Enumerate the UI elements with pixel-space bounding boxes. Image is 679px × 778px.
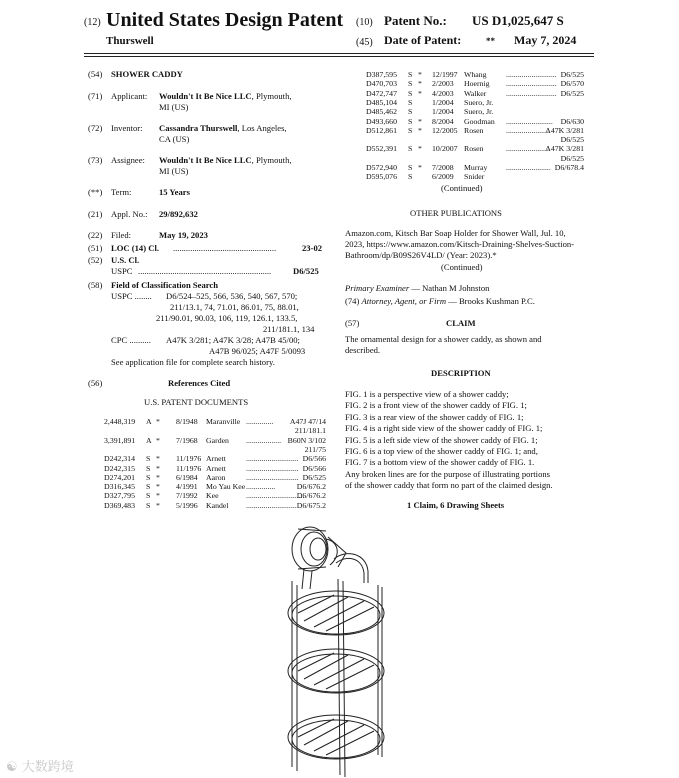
ref-cited-by-examiner: * bbox=[418, 163, 422, 172]
ref-date: 1/2004 bbox=[432, 107, 454, 117]
assignee-value: Wouldn't It Be Nice LLC, Plymouth, bbox=[159, 155, 292, 165]
claims-sheets-summary: 1 Claim, 6 Drawing Sheets bbox=[407, 500, 505, 510]
ref-name: Suero, Jr. bbox=[464, 97, 494, 107]
inventor-short: Thurswell bbox=[106, 35, 154, 47]
claim-code: (57) bbox=[345, 318, 360, 328]
continued-label-2: (Continued) bbox=[441, 262, 483, 272]
search-cpc-line: A47K 3/281; A47K 3/28; A47B 45/00; bbox=[166, 335, 300, 345]
ref-name: Murray bbox=[464, 163, 488, 172]
ref-kind: S bbox=[146, 454, 151, 464]
description-heading: DESCRIPTION bbox=[431, 368, 491, 378]
ref-class: D6/675.2 bbox=[296, 500, 326, 510]
attorney-line: (74) Attorney, Agent, or Firm — Brooks Kushman P.C. bbox=[345, 296, 535, 306]
inventor-label: Inventor: bbox=[111, 123, 143, 133]
ref-leader-dots: .............. bbox=[246, 417, 274, 426]
ref-kind: S bbox=[408, 97, 413, 107]
applicant-value: Wouldn't It Be Nice LLC, Plymouth, bbox=[159, 91, 292, 101]
field-52-code: (52) bbox=[88, 255, 103, 265]
ref-number: D387,595 bbox=[366, 70, 397, 79]
description-line: FIG. 3 is a rear view of the shower caddy of FIG. 1; bbox=[345, 411, 524, 422]
ref-name: Arnett bbox=[206, 463, 226, 473]
loc-dots: ................................................ bbox=[173, 243, 277, 253]
ref-kind: A bbox=[146, 417, 152, 426]
search-uspc-line: 211/181.1, 134 bbox=[263, 324, 315, 334]
ref-cited-by-examiner: * bbox=[156, 491, 160, 501]
search-cpc-label: CPC .......... bbox=[111, 335, 151, 345]
ref-number: D595,076 bbox=[366, 172, 397, 182]
ref-leader-dots: .......................... bbox=[506, 79, 557, 89]
ref-number: D472,747 bbox=[366, 88, 397, 98]
ref-cited-by-examiner: * bbox=[418, 116, 422, 126]
shelf-ring bbox=[288, 591, 384, 635]
uspc-dots: .............................................................. bbox=[138, 266, 272, 276]
description-line: FIG. 4 is a right side view of the shower caddy of FIG. 1; bbox=[345, 423, 543, 434]
ref-kind: S bbox=[146, 500, 151, 510]
ref-name: Suero, Jr. bbox=[464, 107, 494, 117]
ref-number: D470,703 bbox=[366, 79, 397, 89]
ref-cited-by-examiner: * bbox=[156, 472, 160, 482]
ref-name: Mo Yau Kee bbox=[206, 482, 246, 492]
other-pub-line: Bathroom/dp/B09S26V4LD/ (Year: 2023).* bbox=[345, 250, 497, 260]
patent-date: May 7, 2024 bbox=[514, 33, 577, 47]
ref-date: 1/2004 bbox=[432, 97, 454, 107]
ref-name: Kee bbox=[206, 491, 219, 501]
ref-date: 7/2008 bbox=[432, 163, 454, 172]
ref-leader-dots: .............................. bbox=[246, 491, 305, 501]
loc-value: 23-02 bbox=[302, 243, 323, 253]
ref-leader-dots: ........................ bbox=[506, 116, 553, 126]
description-line: of the shower caddy that form no part of the claimed design. bbox=[345, 480, 553, 491]
term-value: 15 Years bbox=[159, 187, 190, 197]
ref-kind: S bbox=[408, 79, 413, 89]
header-rule bbox=[84, 53, 594, 54]
description-line: FIG. 6 is a top view of the shower caddy of FIG. 1; and, bbox=[345, 446, 538, 456]
ref-cited-by-examiner: * bbox=[418, 144, 422, 154]
ref-class: D6/678.4 bbox=[554, 163, 584, 172]
field-72-code: (72) bbox=[88, 123, 103, 133]
ref-class: D6/630 bbox=[560, 116, 584, 126]
ref-number: D552,391 bbox=[366, 144, 397, 154]
term-label: Term: bbox=[111, 187, 132, 197]
field-term-code: (**) bbox=[88, 187, 103, 197]
search-uspc-line: D6/524–525, 566, 536, 540, 567, 570; bbox=[166, 291, 298, 301]
header-rule-2 bbox=[84, 56, 594, 57]
ref-class: A47J 47/14 bbox=[289, 417, 326, 426]
ref-kind: S bbox=[408, 88, 413, 98]
ref-number: D485,104 bbox=[366, 97, 397, 107]
ref-number: D274,201 bbox=[104, 472, 135, 482]
ref-name: Garden bbox=[206, 435, 229, 445]
ref-number: D242,314 bbox=[104, 454, 135, 464]
field-54-code: (54) bbox=[88, 69, 103, 79]
document-title: United States Design Patent bbox=[106, 9, 344, 31]
ref-leader-dots: ........................... bbox=[246, 463, 299, 473]
filed-label: Filed: bbox=[111, 230, 132, 240]
ref-date: 12/2005 bbox=[432, 125, 458, 135]
claim-text-line: The ornamental design for a shower caddy, as shown and bbox=[345, 334, 542, 344]
ref-kind: S bbox=[408, 144, 413, 154]
search-uspc-label: USPC ........ bbox=[111, 291, 152, 301]
ref-cited-by-examiner: * bbox=[156, 463, 160, 473]
examiner-line: Primary Examiner — Nathan M Johnston bbox=[345, 283, 490, 293]
ref-date: 8/1948 bbox=[176, 417, 198, 426]
ref-date: 2/2003 bbox=[432, 79, 454, 89]
description-line: FIG. 7 is a bottom view of the shower caddy of FIG. 1. bbox=[345, 457, 535, 468]
patent-no-label: Patent No.: bbox=[384, 13, 447, 28]
ref-leader-dots: ...................... bbox=[506, 125, 549, 135]
ref-kind: S bbox=[408, 70, 413, 79]
ref-cited-by-examiner: * bbox=[156, 500, 160, 510]
ref-name: Aaron bbox=[206, 472, 226, 482]
assignee-label: Assignee: bbox=[111, 155, 145, 165]
ref-class: D6/566 bbox=[302, 454, 326, 464]
description-line: Any broken lines are for the purpose of illustrating portions bbox=[345, 468, 551, 479]
field-51-code: (51) bbox=[88, 243, 103, 253]
search-history-note: See application file for complete search history. bbox=[111, 357, 275, 367]
ref-kind: S bbox=[146, 472, 151, 482]
ref-date: 6/1984 bbox=[176, 472, 198, 482]
references-heading: References Cited bbox=[168, 378, 231, 388]
ref-date: 11/1976 bbox=[176, 463, 202, 473]
ref-cited-by-examiner: * bbox=[156, 435, 160, 445]
ref-date: 6/2009 bbox=[432, 172, 454, 182]
field-22-code: (22) bbox=[88, 230, 103, 240]
description-line: FIG. 5 is a left side view of the shower caddy of FIG. 1; bbox=[345, 434, 538, 445]
ref-number: D512,861 bbox=[366, 125, 397, 135]
loc-label: LOC (14) Cl. bbox=[111, 243, 159, 253]
applicant-label: Applicant: bbox=[111, 91, 148, 101]
ref-class-secondary: 211/181.1 bbox=[294, 426, 326, 436]
ref-date: 8/2004 bbox=[432, 116, 454, 126]
ref-leader-dots: ....................... bbox=[506, 163, 551, 172]
ref-name: Arnett bbox=[206, 454, 226, 464]
ref-kind: S bbox=[146, 463, 151, 473]
search-cpc-line: A47B 96/025; A47F 5/0093 bbox=[209, 346, 306, 356]
search-uspc-line: 211/90.01, 90.03, 106, 119, 126.1, 133.5, bbox=[156, 313, 298, 323]
ref-name: Hoernig bbox=[464, 79, 490, 89]
ref-name: Maranville bbox=[206, 417, 241, 426]
ref-date: 4/1991 bbox=[176, 482, 198, 492]
code-45: (45) bbox=[356, 37, 373, 48]
code-10: (10) bbox=[356, 17, 373, 28]
ref-name: Walker bbox=[464, 88, 487, 98]
ref-kind: S bbox=[408, 107, 413, 117]
ref-class: D6/525 bbox=[560, 70, 584, 79]
ref-name: Rosen bbox=[464, 144, 484, 154]
ref-date: 11/1976 bbox=[176, 454, 202, 464]
ref-class-secondary: D6/525 bbox=[560, 153, 584, 163]
other-publications-heading: OTHER PUBLICATIONS bbox=[410, 208, 502, 218]
ref-name: Goodman bbox=[464, 116, 495, 126]
field-56-code: (56) bbox=[88, 378, 103, 388]
ref-cited-by-examiner: * bbox=[156, 454, 160, 464]
us-cl-label: U.S. Cl. bbox=[111, 255, 140, 265]
field-58-code: (58) bbox=[88, 280, 103, 290]
ref-leader-dots: .................. bbox=[246, 435, 282, 445]
shelf-ring bbox=[288, 715, 384, 759]
date-stars: ** bbox=[486, 36, 495, 46]
ref-leader-dots: ........................... bbox=[246, 472, 299, 482]
patent-number: US D1,025,647 S bbox=[472, 13, 564, 28]
ref-class: A47K 3/281 bbox=[545, 125, 584, 135]
description-line: FIG. 2 is a front view of the shower caddy of FIG. 1; bbox=[345, 400, 527, 411]
ref-number: D242,315 bbox=[104, 463, 135, 473]
ref-number: D369,483 bbox=[104, 500, 135, 510]
ref-date: 10/2007 bbox=[432, 144, 458, 154]
ref-number: D485,462 bbox=[366, 107, 397, 117]
search-field-label: Field of Classification Search bbox=[111, 280, 219, 290]
ref-cited-by-examiner: * bbox=[156, 417, 160, 426]
ref-leader-dots: ............... bbox=[246, 482, 276, 492]
ref-name: Whang bbox=[464, 70, 487, 79]
ref-name: Kandel bbox=[206, 500, 229, 510]
inventor-value: Cassandra Thurswell, Los Angeles, bbox=[159, 123, 287, 133]
ref-number: 3,391,891 bbox=[104, 435, 136, 445]
ref-leader-dots: .......................... bbox=[506, 88, 557, 98]
ref-cited-by-examiner: * bbox=[418, 125, 422, 135]
assignee-location: MI (US) bbox=[159, 166, 189, 176]
ref-kind: S bbox=[408, 116, 413, 126]
us-docs-heading: U.S. PATENT DOCUMENTS bbox=[144, 397, 249, 407]
ref-class: A47K 3/281 bbox=[545, 144, 584, 154]
date-label: Date of Patent: bbox=[384, 33, 462, 47]
ref-kind: S bbox=[408, 163, 413, 172]
ref-cited-by-examiner: * bbox=[418, 79, 422, 89]
ref-class: D6/676.2 bbox=[296, 491, 326, 501]
ref-class-secondary: 211/75 bbox=[304, 444, 326, 454]
uspc-value: D6/525 bbox=[293, 266, 319, 276]
shelf-ring bbox=[288, 649, 384, 693]
description-line: FIG. 1 is a perspective view of a shower caddy; bbox=[345, 389, 509, 399]
ref-class-secondary: D6/525 bbox=[560, 135, 584, 145]
appl-no-label: Appl. No.: bbox=[111, 209, 148, 219]
ref-cited-by-examiner: * bbox=[418, 88, 422, 98]
ref-class: D6/570 bbox=[560, 79, 584, 89]
field-21-code: (21) bbox=[88, 209, 103, 219]
filed-value: May 19, 2023 bbox=[159, 230, 208, 240]
other-pub-line: 2023, https://www.amazon.com/Kitsch-Draining-Shelves-Suction- bbox=[345, 239, 575, 249]
claim-heading: CLAIM bbox=[446, 318, 476, 328]
ref-number: D493,660 bbox=[366, 116, 397, 126]
ref-class: D6/525 bbox=[302, 472, 326, 482]
ref-name: Snider bbox=[464, 172, 485, 182]
ref-name: Rosen bbox=[464, 125, 484, 135]
field-71-code: (71) bbox=[88, 91, 103, 101]
other-pub-line: Amazon.com, Kitsch Bar Soap Holder for Shower Wall, Jul. 10, bbox=[345, 228, 566, 238]
ref-date: 12/1997 bbox=[432, 70, 458, 79]
ref-number: 2,448,319 bbox=[104, 417, 136, 426]
ref-number: D316,345 bbox=[104, 482, 135, 492]
ref-leader-dots: .......................... bbox=[246, 500, 297, 510]
continued-label: (Continued) bbox=[441, 183, 483, 193]
ref-date: 7/1992 bbox=[176, 491, 198, 501]
claim-text-line: described. bbox=[345, 345, 381, 355]
inventor-location: CA (US) bbox=[159, 134, 190, 144]
design-title: SHOWER CADDY bbox=[111, 69, 183, 79]
ref-date: 7/1968 bbox=[176, 435, 198, 445]
ref-date: 5/1996 bbox=[176, 500, 198, 510]
ref-date: 4/2003 bbox=[432, 88, 454, 98]
ref-leader-dots: .......................... bbox=[506, 70, 557, 79]
ref-cited-by-examiner: * bbox=[418, 70, 422, 79]
search-uspc-line: 211/13.1, 74, 71.01, 86.01, 75, 88.01, bbox=[170, 302, 299, 312]
ref-number: D572,940 bbox=[366, 163, 397, 172]
ref-class: D6/525 bbox=[560, 88, 584, 98]
field-73-code: (73) bbox=[88, 155, 103, 165]
uspc-label: USPC bbox=[111, 266, 133, 276]
ref-leader-dots: ........................... bbox=[246, 454, 299, 464]
ref-leader-dots: ...................... bbox=[506, 144, 549, 154]
ref-class: B60N 3/102 bbox=[287, 435, 326, 445]
watermark: ☯ 大数跨境 bbox=[6, 760, 74, 775]
ref-kind: S bbox=[408, 125, 413, 135]
code-12: (12) bbox=[84, 17, 101, 28]
ref-kind: S bbox=[146, 491, 151, 501]
ref-kind: A bbox=[146, 435, 152, 445]
ref-class: D6/566 bbox=[302, 463, 326, 473]
ref-number: D327,795 bbox=[104, 491, 135, 501]
ref-cited-by-examiner: * bbox=[156, 482, 160, 492]
ref-kind: S bbox=[146, 482, 151, 492]
ref-kind: S bbox=[408, 172, 413, 182]
shower-caddy-drawing bbox=[268, 519, 408, 777]
ref-class: D6/676.2 bbox=[296, 482, 326, 492]
applicant-location: MI (US) bbox=[159, 102, 189, 112]
appl-no-value: 29/892,632 bbox=[159, 209, 198, 219]
